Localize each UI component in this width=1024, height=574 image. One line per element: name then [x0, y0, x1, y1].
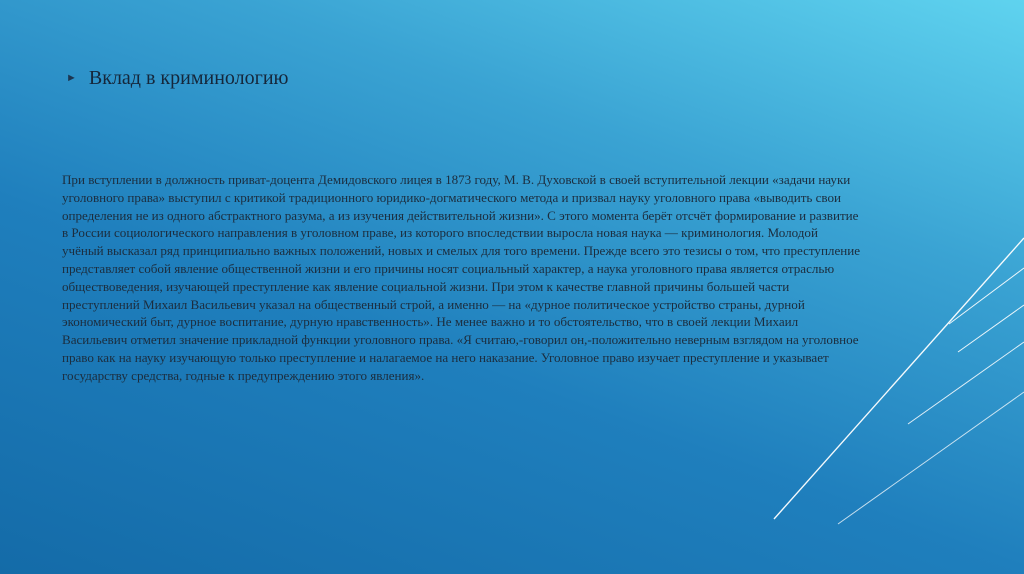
decor-line-short-2 — [958, 305, 1024, 352]
bullet-arrow-icon: ► — [66, 72, 77, 84]
decor-line-short-3 — [908, 342, 1024, 424]
decor-line-short-4 — [838, 392, 1024, 524]
decor-line-short-1 — [949, 268, 1024, 324]
heading-text: Вклад в криминологию — [88, 67, 289, 89]
body-paragraph: При вступлении в должность приват-доцента Демидовского лицея в 1873 году, М. В. Духовской в своей вступительной лекции «задачи науки уголовного права» выступил с критикой традиционного юридико-догматического метода и призвал науку уголовного права «выводить свои определения не из одного абстрактного разума, а из изучения действительной жизни». С этого момента берёт отсчёт формирование и развитие в России социологического направления в уголовном праве, из которого впоследствии выросла новая наука — криминология. Молодой учёный высказал ряд принципиально важных положений, новых и смелых для того времени. Прежде всего это тезисы о том, что преступление представляет собой явление общественной жизни и его причины носят социальный характер, а наука уголовного права является отраслью обществоведения, изучающей преступление как явление социальной жизни. При этом к качестве главной причины большей части преступлений Михаил Васильевич указал на общественный строй, а именно — на «дурное политическое устройство страны, дурной экономический быт, дурное воспитание, дурную нравственность». Не менее важно и то обстоятельство, что в своей лекции Михаил Васильевич отметил значение прикладной функции уголовного права. «Я считаю,-говорил он,-положительно неверным взглядом на уголовное право как на науку изучающую только преступление и налагаемое на него наказание. Уголовное право изучает преступление и указывает государству средства, годные к предупреждению этого явления». — [62, 172, 860, 383]
decor-line-long — [774, 238, 1024, 519]
